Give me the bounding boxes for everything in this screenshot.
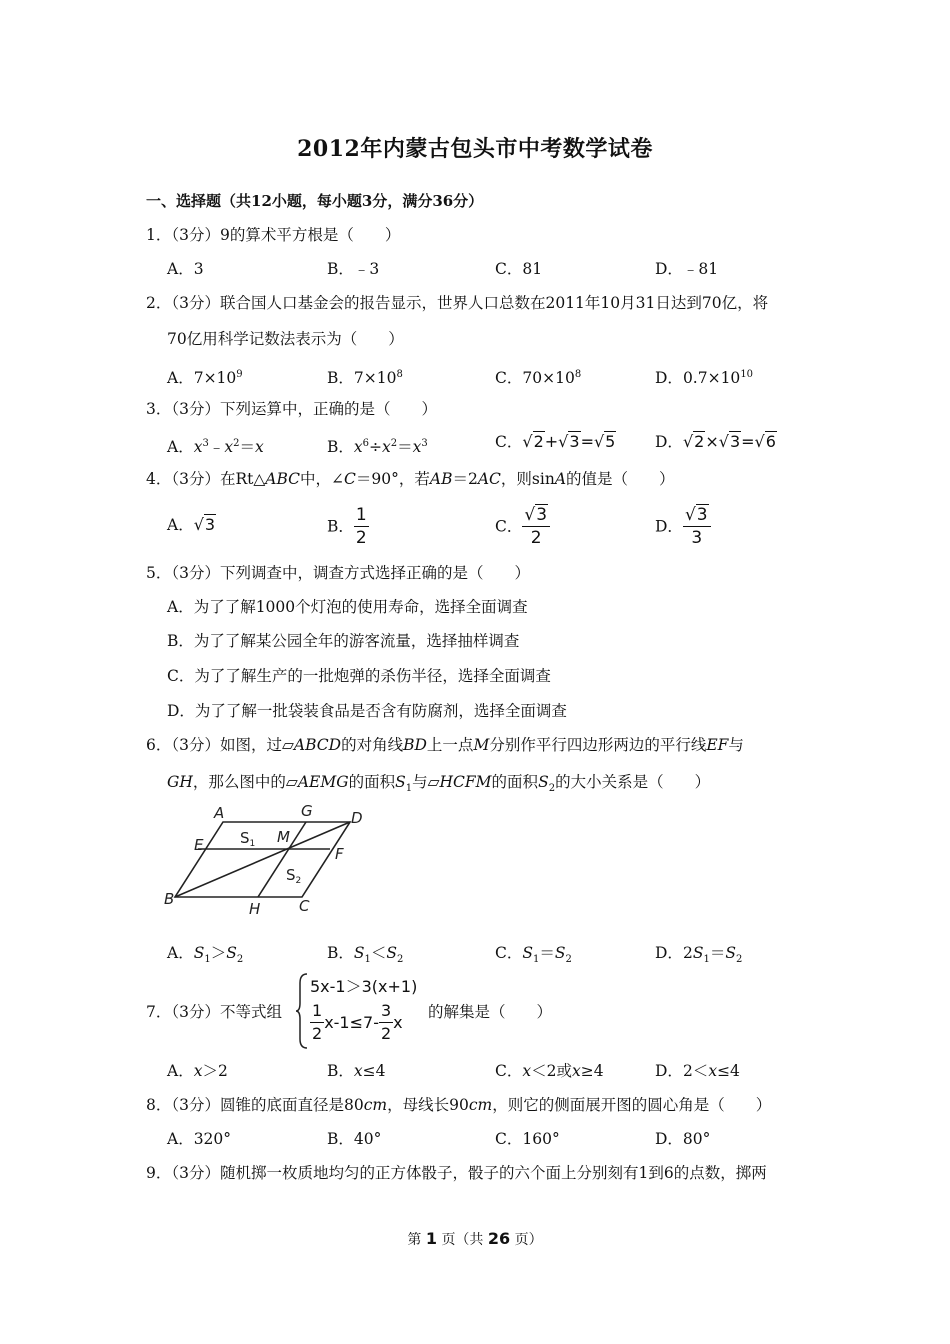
- label-c: C: [299, 897, 310, 915]
- question-7-post: 的解集是（ ）: [428, 1003, 553, 1021]
- question-7-pre: 7．（3分）不等式组: [146, 1003, 282, 1021]
- question-4-stem: 4．（3分）在Rt△ABC中，∠C＝90°，若AB＝2AC，则sinA的值是（ ）: [146, 470, 675, 488]
- label-s1: $S_1$: [240, 829, 256, 849]
- question-6-line2: GH，那么图中的▱AEMG的面积$S_1$与▱HCFM的面积$S_2$的大小关系是（ ）: [167, 773, 711, 795]
- q3-option-b: B．$x^6\div x^2=x^3$: [327, 438, 428, 457]
- q1-option-b: B．﹣3: [327, 260, 380, 278]
- q4-option-d: D． $\frac{√3}{3}$: [655, 504, 711, 549]
- label-s2: $S_2$: [286, 866, 302, 886]
- q1-option-c: C．81: [495, 260, 543, 278]
- q3-option-d: D．√2×√3=√6: [655, 432, 776, 451]
- q3-option-a: A．$x^3﹣x^2=x$: [167, 438, 264, 457]
- label-g: G: [301, 802, 313, 820]
- q2-option-a: A．$7\times 10^9$: [167, 369, 243, 388]
- q4-option-b: B． $\frac{1}{2}$: [327, 505, 367, 548]
- q4-option-c: C． $\frac{√3}{2}$: [495, 504, 550, 549]
- label-f: F: [335, 845, 344, 863]
- system-brace: [296, 973, 308, 1049]
- q5-option-b: B．为了了解某公园全年的游客流量，选择抽样调查: [167, 632, 520, 650]
- question-2-line2: 70亿用科学记数法表示为（ ）: [167, 330, 404, 348]
- question-5-stem: 5．（3分）下列调查中，调查方式选择正确的是（ ）: [146, 564, 530, 582]
- q1-option-d: D．﹣81: [655, 260, 719, 278]
- q6-option-c: C．$S_1=S_2$: [495, 944, 572, 966]
- q8-option-c: C．160°: [495, 1130, 560, 1148]
- label-a: A: [214, 804, 225, 822]
- q6-option-d: D．$2S_1=S_2$: [655, 944, 743, 966]
- inequality-1: 5x-1＞3(x+1): [310, 977, 418, 996]
- question-6-line1: 6．（3分）如图，过▱ABCD的对角线BD上一点M分别作平行四边形两边的平行线EF与: [146, 736, 744, 754]
- question-3-stem: 3．（3分）下列运算中，正确的是（ ）: [146, 400, 437, 418]
- question-2-line1: 2．（3分）联合国人口基金会的报告显示，世界人口总数在2011年10月31日达到70亿，将: [146, 294, 769, 312]
- label-h: H: [249, 900, 261, 918]
- q6-option-b: B．$S_1<S_2$: [327, 944, 404, 966]
- page-title: 2012年内蒙古包头市中考数学试卷: [297, 136, 653, 162]
- question-9-line1: 9．（3分）随机掷一枚质地均匀的正方体骰子，骰子的六个面上分别刻有1到6的点数，掷两: [146, 1164, 767, 1182]
- q2-option-b: B．$7\times 10^8$: [327, 369, 403, 388]
- q7-option-c: C．x＜2或x≥4: [495, 1062, 604, 1080]
- q8-option-a: A．320°: [167, 1130, 232, 1148]
- q8-option-d: D．80°: [655, 1130, 711, 1148]
- label-d: D: [351, 809, 363, 827]
- label-e: E: [194, 836, 204, 854]
- q5-option-d: D．为了了解一批袋装食品是否含有防腐剂，选择全面调查: [167, 702, 567, 720]
- diagonal-bd: [175, 822, 350, 897]
- q7-option-a: A．x＞2: [167, 1062, 228, 1080]
- q7-option-d: D．2＜x≤4: [655, 1062, 740, 1080]
- q2-option-c: C．$70\times 10^8$: [495, 369, 582, 388]
- label-m: M: [277, 828, 290, 846]
- q7-option-b: B．x≤4: [327, 1062, 386, 1080]
- q5-option-a: A．为了了解1000个灯泡的使用寿命，选择全面调查: [167, 598, 528, 616]
- q3-option-c: C．√2+√3=√5: [495, 432, 616, 451]
- question-1-stem: 1．（3分）9的算术平方根是（ ）: [146, 226, 401, 244]
- label-b: B: [164, 890, 175, 908]
- page-footer: 第 1 页（共 26 页）: [407, 1229, 543, 1248]
- q6-option-a: A．$S_1>S_2$: [167, 944, 244, 966]
- q5-option-c: C．为了了解生产的一批炮弹的杀伤半径，选择全面调查: [167, 667, 551, 685]
- q2-option-d: D．$0.7\times 10^{10}$: [655, 369, 754, 388]
- q8-option-b: B．40°: [327, 1130, 382, 1148]
- parallelogram-figure: [160, 800, 375, 925]
- q4-option-a: A．√3: [167, 515, 216, 534]
- inequality-2: $\frac{1}{2}$ x-1≤7- $\frac{3}{2}$ x: [312, 1001, 403, 1043]
- section-heading: 一、选择题（共12小题，每小题3分，满分36分）: [146, 192, 484, 210]
- question-8-stem: 8．（3分）圆锥的底面直径是80cm，母线长90cm，则它的侧面展开图的圆心角是（ ）: [146, 1096, 772, 1114]
- q1-option-a: A．3: [167, 260, 204, 278]
